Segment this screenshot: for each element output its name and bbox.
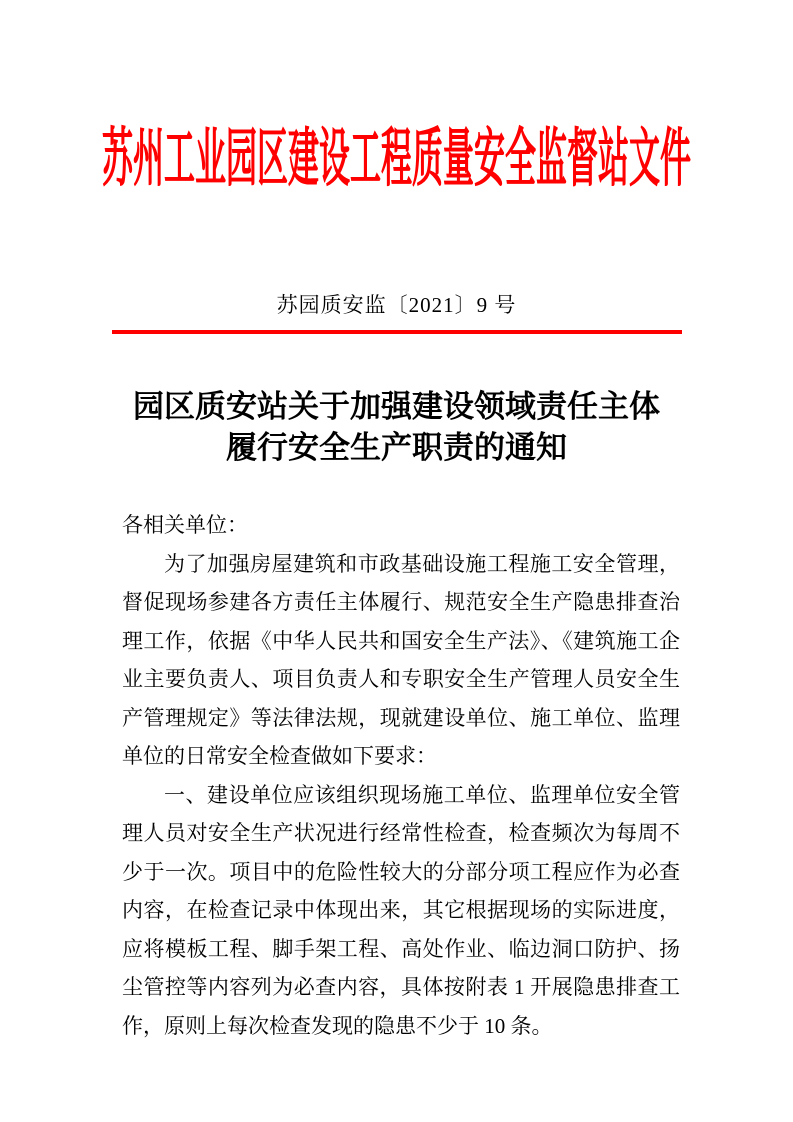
document-title-line2: 履行安全生产职责的通知 bbox=[226, 430, 567, 465]
red-divider-rule bbox=[112, 330, 682, 334]
paragraph: 一、建设单位应该组织现场施工单位、监理单位安全管理人员对安全生产状况进行经常性检查，检查频次为每周不少于一次。项目中的危险性较大的分部分项工程应作为必查内容，在检查记录中体现出来，其它根据现场的实际进度，应将模板工程、脚手架工程、高处作业、临边洞口防护、扬尘管控等内容列为必查内容，具体按附表 1 开展隐患排查工作，原则上每次检查发现的隐患不少于 10 条。 bbox=[122, 782, 680, 1038]
document-number: 苏园质安监〔2021〕9 号 bbox=[276, 293, 517, 317]
salutation: 各相关单位： bbox=[122, 513, 248, 537]
paragraph: 为了加强房屋建筑和市政基础设施工程施工安全管理，督促现场参建各方责任主体履行、规范安全生产隐患排查治理工作，依据《中华人民共和国安全生产法》、《建筑施工企业主要负责人、项目负责人和专职安全生产管理人员安全生产管理规定》等法律法规，现就建设单位、施工单位、监理单位的日常安全检查做如下要求： bbox=[122, 551, 680, 768]
document-title bbox=[0, 386, 793, 468]
letterhead-banner bbox=[0, 113, 793, 195]
document-body bbox=[122, 506, 680, 1045]
document-title-line1: 园区质安站关于加强建设领域责任主体 bbox=[133, 389, 660, 424]
letterhead-title: 苏州工业园区建设工程质量安全监督站文件 bbox=[102, 122, 691, 195]
